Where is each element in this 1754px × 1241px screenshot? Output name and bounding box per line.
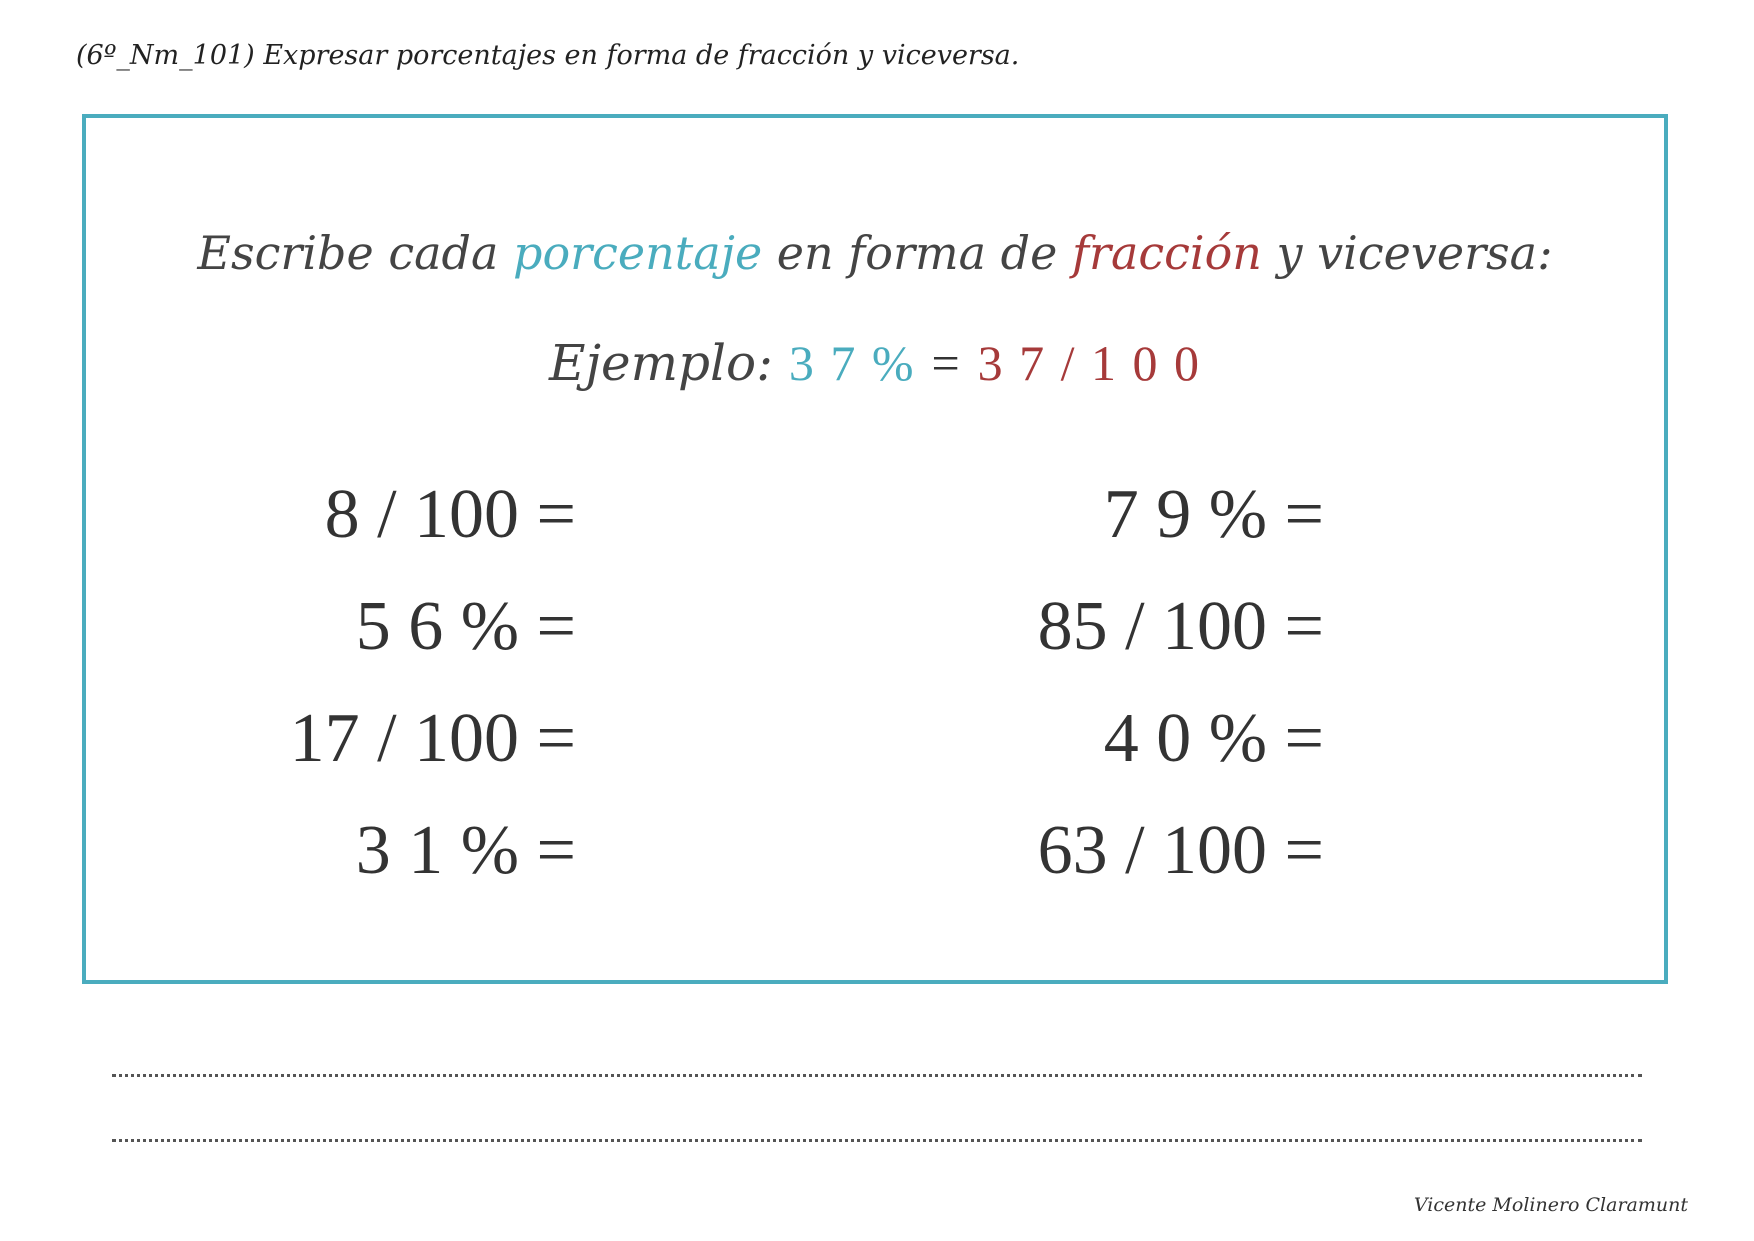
example-percent: 3 7 % — [788, 335, 916, 391]
example-equals: = — [931, 335, 962, 391]
worksheet-title: Expresar porcentajes en forma de fracción y viceversa. — [263, 40, 1020, 71]
exercise-left-3: 17 / 100 = — [289, 700, 576, 777]
exercise-left-4: 3 1 % = — [355, 812, 576, 889]
instruction-word-percent: porcentaje — [513, 226, 763, 280]
example-label: Ejemplo: — [549, 334, 773, 392]
author-credit: Vicente Molinero Claramunt — [1413, 1194, 1688, 1216]
instruction-part3: y viceversa: — [1261, 226, 1553, 280]
exercise-frame — [82, 114, 1668, 984]
instruction-text — [86, 226, 1664, 280]
instruction-part1: Escribe cada — [197, 226, 514, 280]
instruction-word-fraction: fracción — [1071, 226, 1262, 280]
exercise-right-3: 4 0 % = — [1103, 700, 1324, 777]
exercise-right-2: 85 / 100 = — [1037, 588, 1324, 665]
example-line — [86, 334, 1664, 392]
exercise-right-4: 63 / 100 = — [1037, 812, 1324, 889]
worksheet-code: (6º_Nm_101) — [76, 40, 255, 71]
answer-line[interactable] — [112, 1074, 1642, 1077]
answer-line[interactable] — [112, 1139, 1642, 1142]
exercise-left-1: 8 / 100 = — [324, 476, 576, 553]
example-fraction: 3 7 / 1 0 0 — [977, 335, 1201, 391]
exercise-right-1: 7 9 % = — [1103, 476, 1324, 553]
worksheet-header — [76, 40, 1019, 71]
instruction-part2: en forma de — [762, 226, 1072, 280]
exercise-left-2: 5 6 % = — [355, 588, 576, 665]
